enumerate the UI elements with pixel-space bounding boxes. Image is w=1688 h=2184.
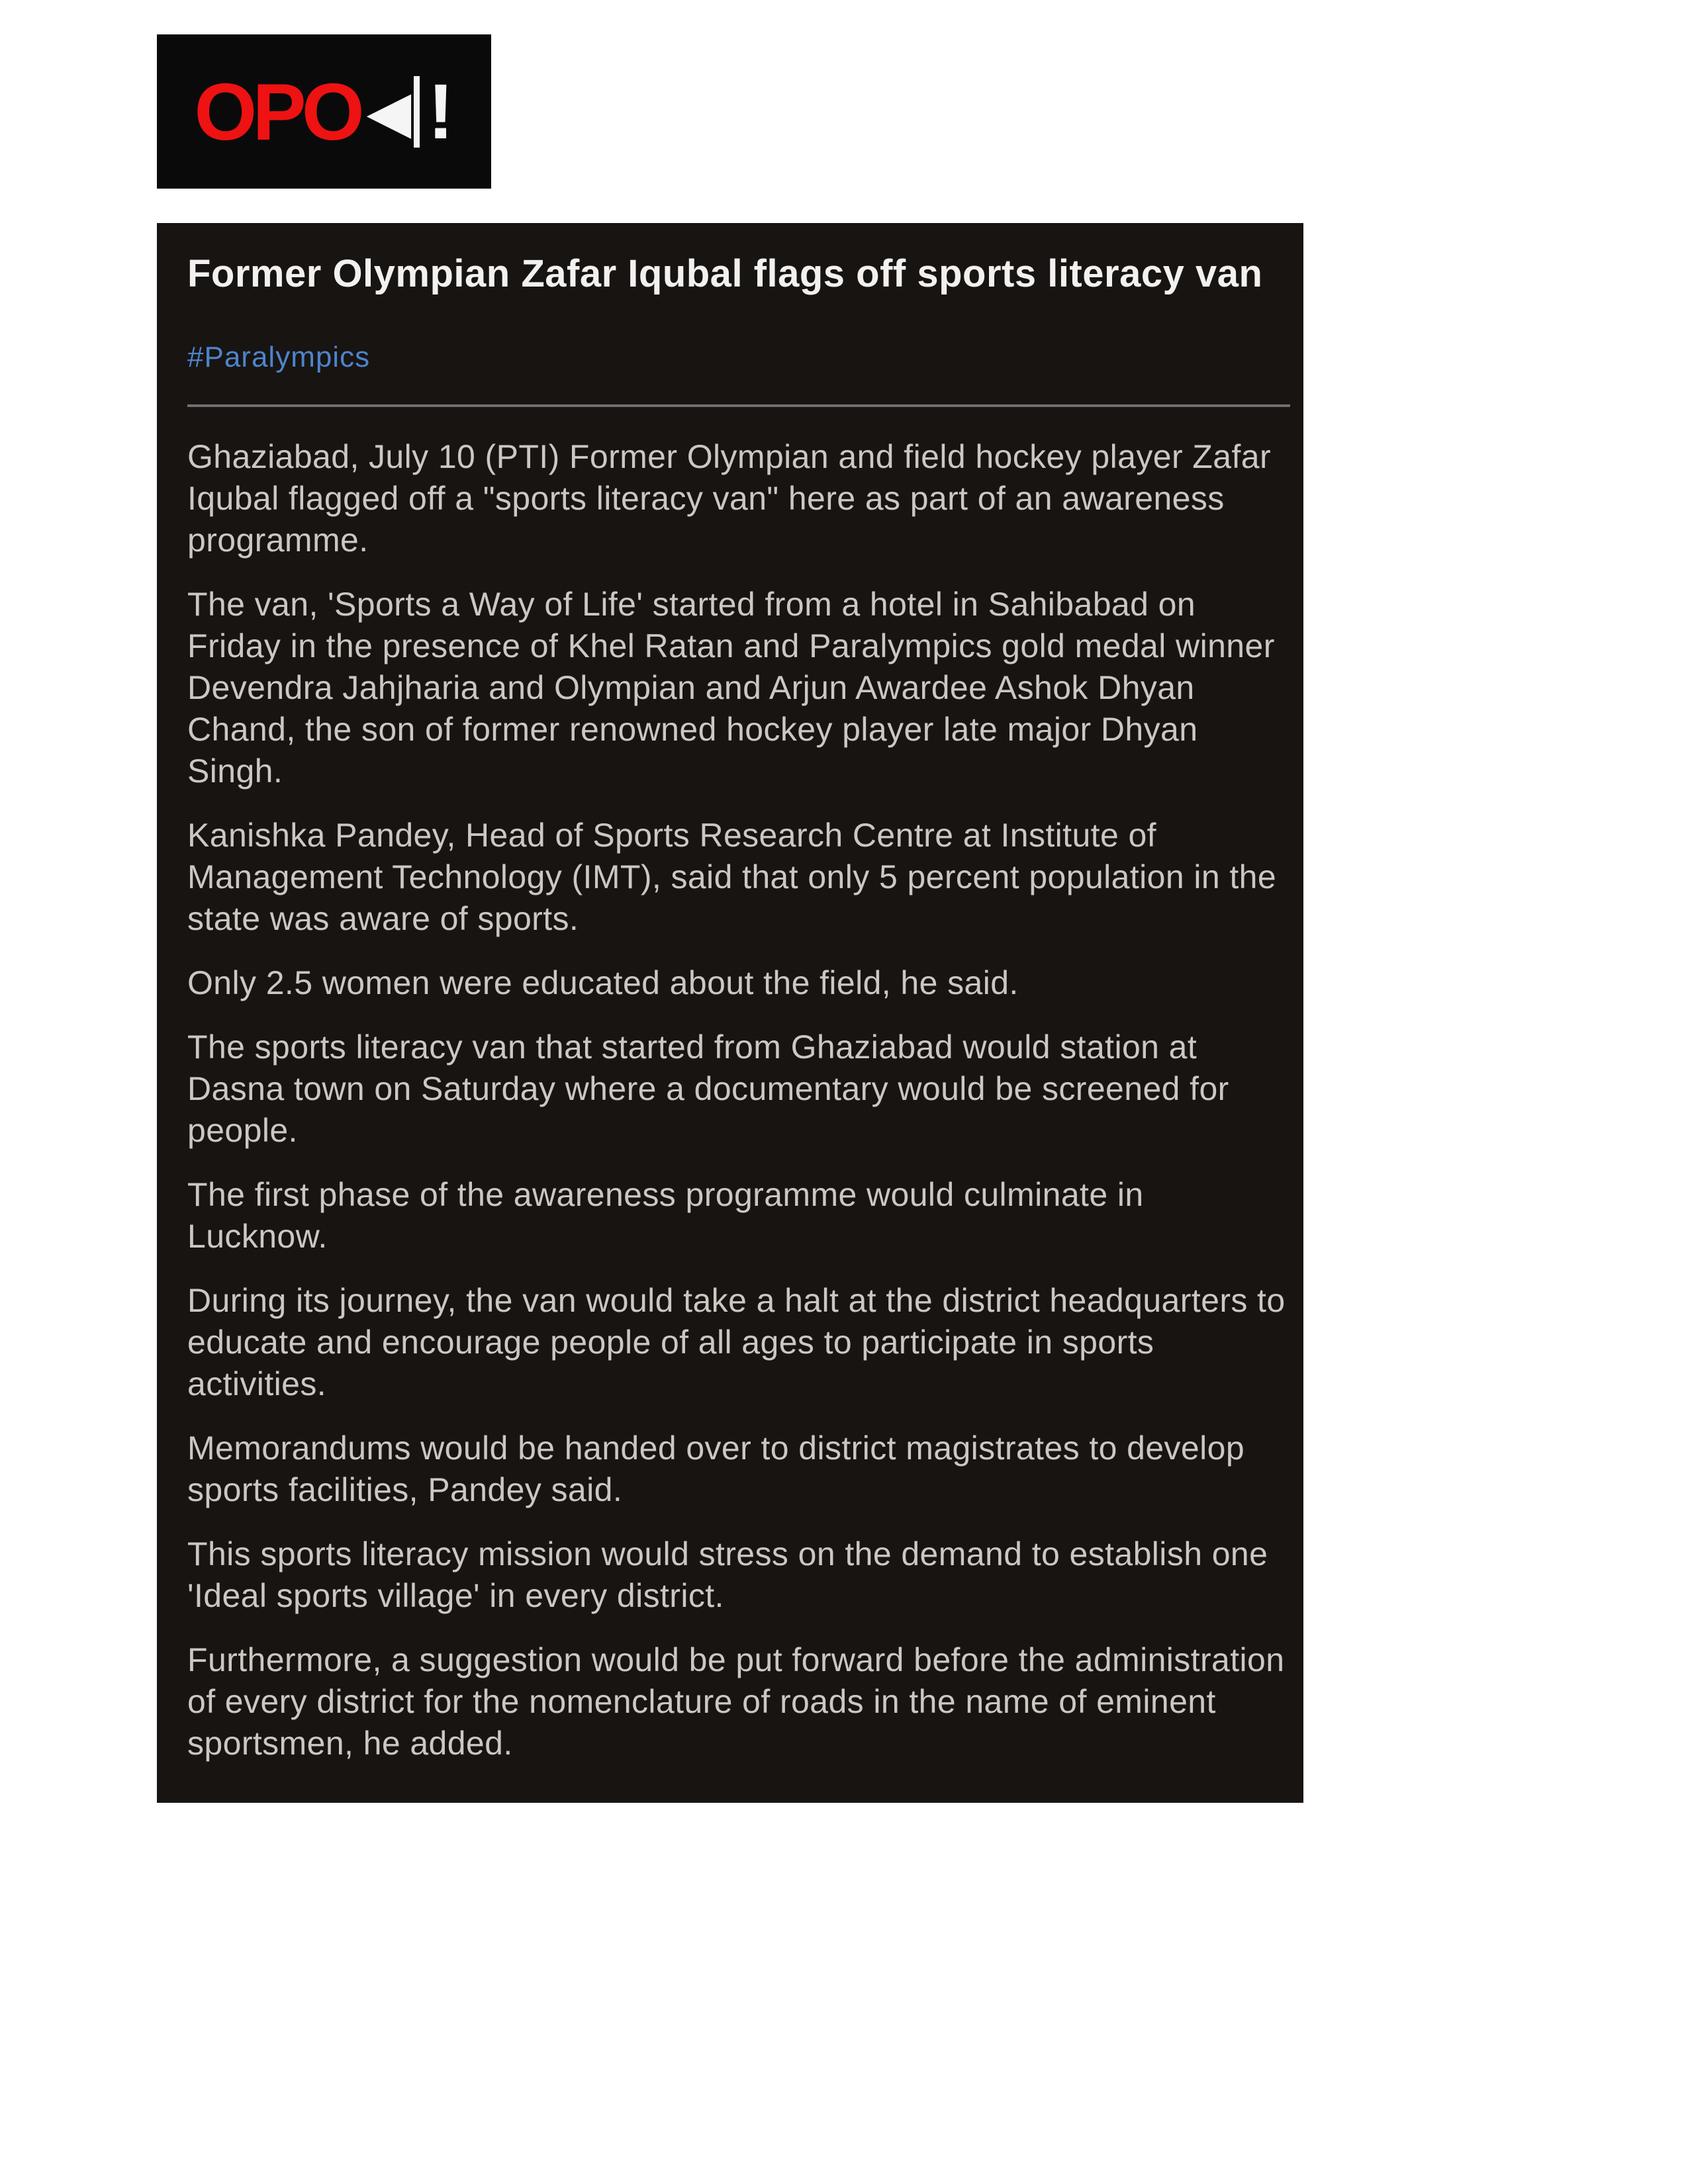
article-body — [187, 436, 1290, 1764]
article-paragraph: During its journey, the van would take a halt at the district headquarters to educate and encourage people of all ages to participate in sports activities. — [187, 1282, 1286, 1402]
logo-exclamation: ! — [428, 68, 454, 156]
divider — [187, 404, 1290, 407]
megaphone-icon — [367, 76, 420, 148]
article-paragraph: Ghaziabad, July 10 (PTI) Former Olympian and field hockey player Zafar Iqubal flagged off a "sports literacy van" here as part of an awareness programme. — [187, 438, 1272, 559]
site-logo[interactable] — [157, 34, 491, 189]
article-paragraph: The first phase of the awareness programme would culminate in Lucknow. — [187, 1176, 1144, 1255]
megaphone-bar — [414, 76, 420, 148]
article-paragraph: This sports literacy mission would stress on the demand to establish one 'Ideal sports village' in every district. — [187, 1535, 1268, 1614]
logo-wordmark: OPO — [194, 66, 360, 157]
article-paragraph: The sports literacy van that started from Ghaziabad would station at Dasna town on Saturday where a documentary would be screened for people. — [187, 1028, 1229, 1149]
article-paragraph: Kanishka Pandey, Head of Sports Research Centre at Institute of Management Technology (IMT), said that only 5 percent population in the state was aware of sports. — [187, 817, 1277, 937]
article-headline: Former Olympian Zafar Iqubal flags off sports literacy van — [187, 252, 1263, 295]
article-paragraph: The van, 'Sports a Way of Life' started from a hotel in Sahibabad on Friday in the presence of Khel Ratan and Paralympics gold medal winner Devendra Jahjharia and Olympian and Arjun Awardee Ashok Dhyan Chand, the son of former renowned hockey player late major Dhyan Singh. — [187, 586, 1275, 790]
article-card — [157, 223, 1303, 1803]
hashtag-paralympics-link[interactable]: #Paralympics — [187, 341, 371, 373]
article-paragraph: Furthermore, a suggestion would be put forward before the administration of every district for the nomenclature of roads in the name of eminent sportsmen, he added. — [187, 1641, 1285, 1762]
article-paragraph: Memorandums would be handed over to district magistrates to develop sports facilities, Pandey said. — [187, 1430, 1245, 1508]
article-paragraph: Only 2.5 women were educated about the field, he said. — [187, 964, 1019, 1001]
